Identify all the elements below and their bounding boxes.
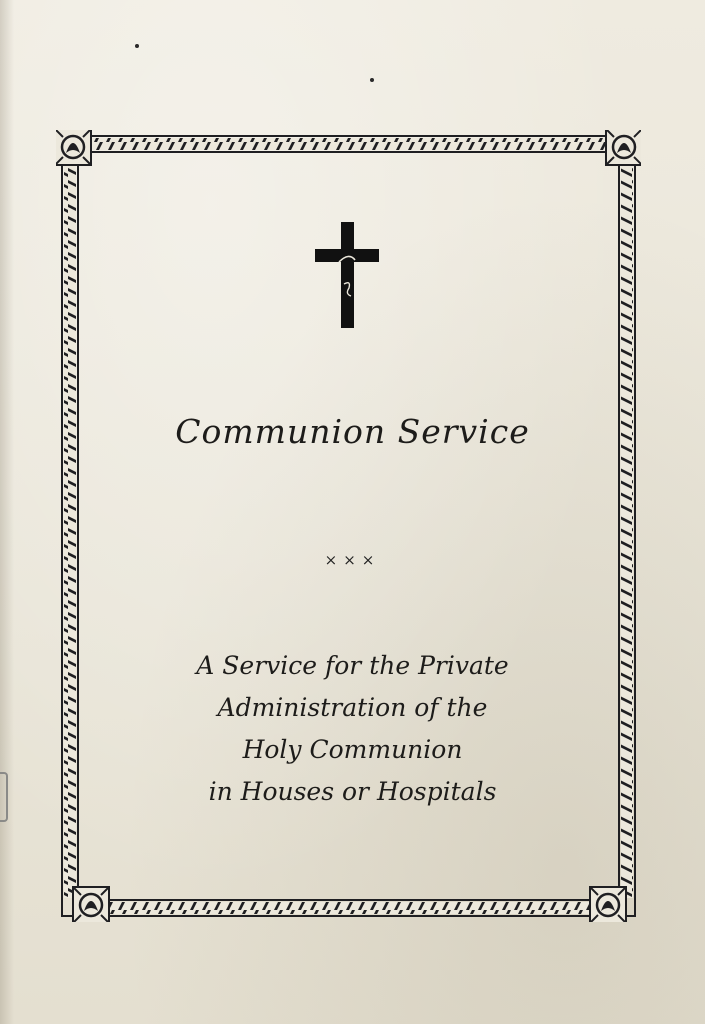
cover-title: Communion Service — [175, 412, 530, 451]
corner-ornament-icon — [73, 887, 109, 922]
subtitle-line: Holy Communion — [242, 735, 463, 764]
ornament-divider: ××× — [324, 551, 381, 569]
corner-ornament-icon — [590, 887, 626, 922]
subtitle-line: A Service for the Private — [196, 651, 509, 680]
binding-clip — [0, 772, 8, 822]
cross-icon — [315, 222, 379, 328]
paper-speck — [370, 78, 374, 82]
paper-speck — [135, 44, 139, 48]
cover-subtitle — [100, 645, 605, 813]
binding-shadow — [0, 0, 14, 1024]
corner-ornament-icon — [606, 130, 641, 165]
subtitle-line: in Houses or Hospitals — [208, 777, 497, 806]
subtitle-line: Administration of the — [217, 693, 488, 722]
corner-ornament-icon — [56, 130, 91, 165]
